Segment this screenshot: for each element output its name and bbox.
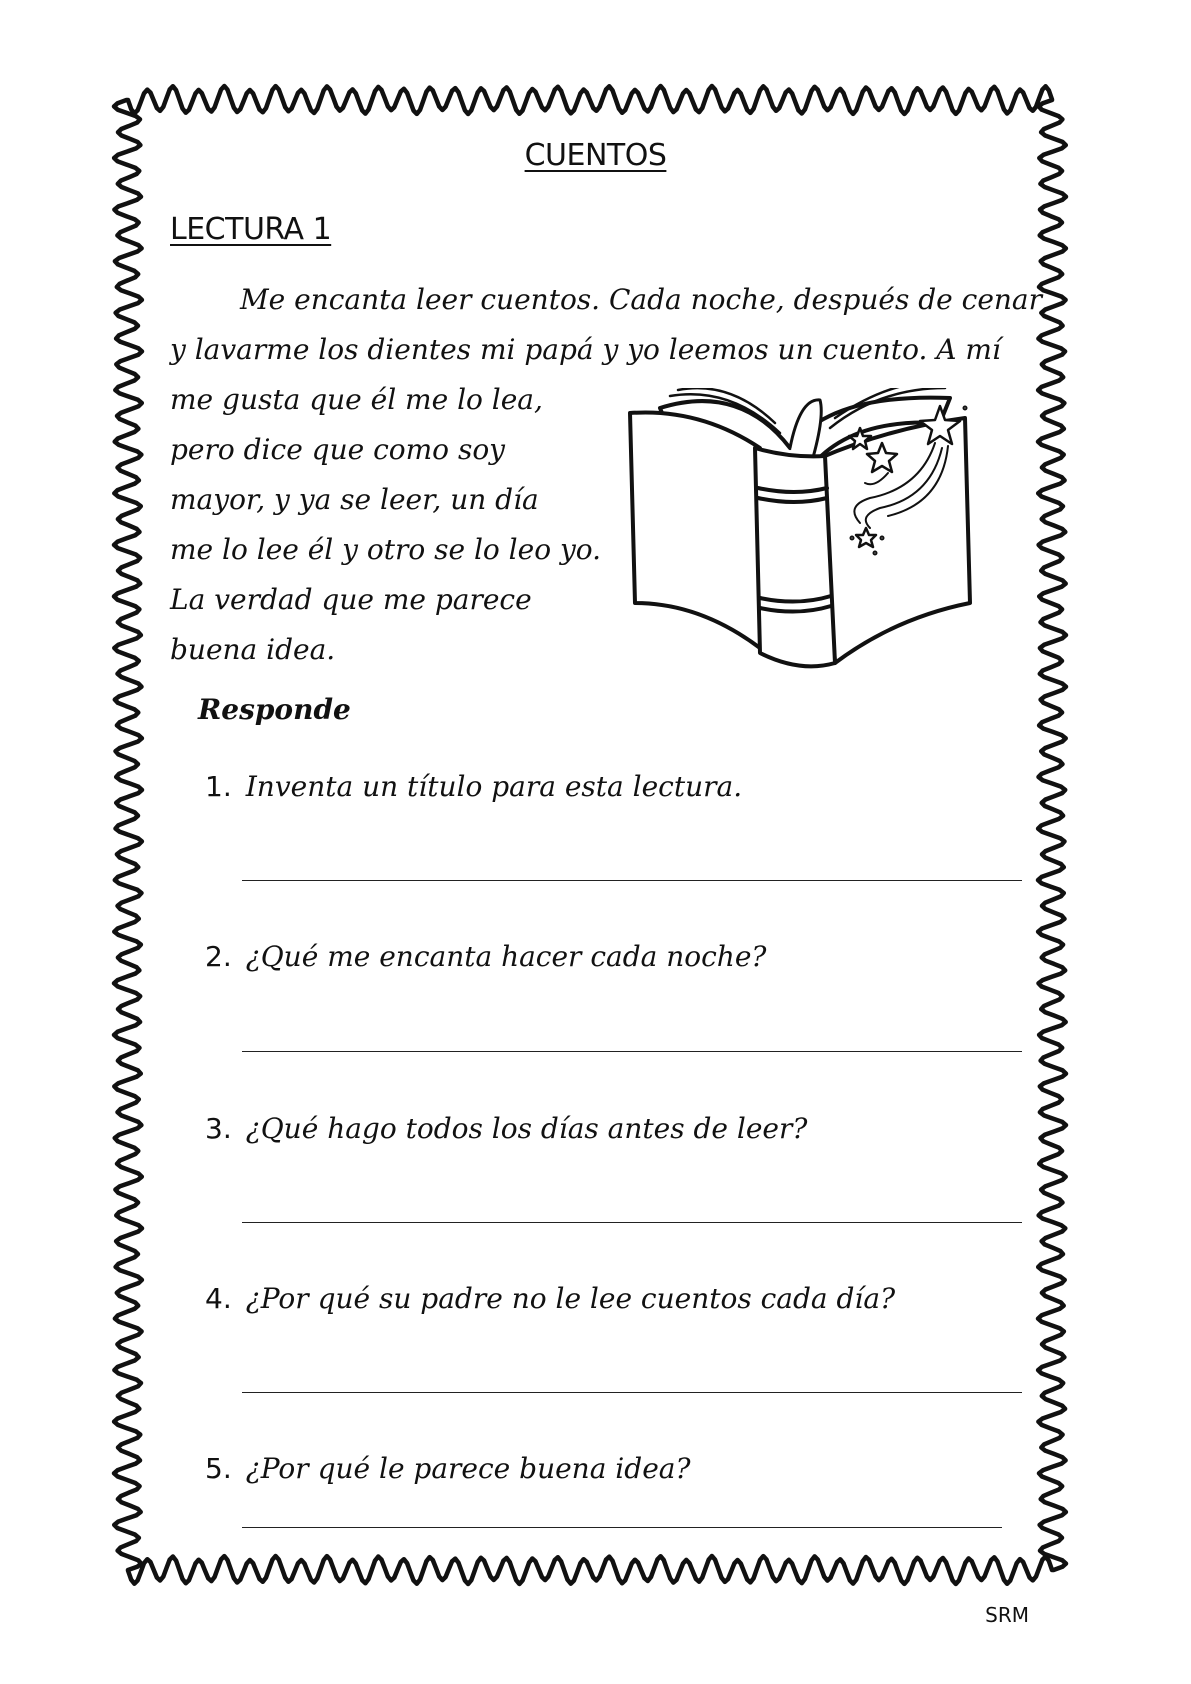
- question-text: ¿Por qué su padre no le lee cuentos cada día?: [245, 1282, 896, 1315]
- question-number: 1.: [205, 770, 232, 803]
- answer-line-3[interactable]: [242, 1222, 1022, 1223]
- reading-line: buena idea.: [170, 633, 336, 666]
- question-text: ¿Qué me encanta hacer cada noche?: [245, 940, 767, 973]
- question-number: 5.: [205, 1452, 232, 1485]
- question-text: ¿Por qué le parece buena idea?: [245, 1452, 691, 1485]
- question-4: [205, 1282, 895, 1315]
- reading-line: La verdad que me parece: [170, 583, 532, 616]
- question-2: [205, 940, 766, 973]
- reading-line: mayor, y ya se leer, un día: [170, 483, 539, 516]
- footer-initials: SRM: [985, 1603, 1029, 1627]
- reading-subtitle: LECTURA 1: [170, 212, 332, 247]
- question-1: [205, 770, 742, 803]
- reading-line: me lo lee él y otro se lo leo yo.: [170, 533, 602, 566]
- reading-line: Me encanta leer cuentos. Cada noche, después de cenar: [240, 283, 1043, 316]
- reading-line: y lavarme los dientes mi papá y yo leemos un cuento. A mí: [170, 333, 1001, 366]
- question-text: Inventa un título para esta lectura.: [245, 770, 743, 803]
- question-5: [205, 1452, 690, 1485]
- open-book-with-stars-icon: [620, 388, 1000, 678]
- question-number: 2.: [205, 940, 232, 973]
- section-heading: Responde: [198, 693, 351, 726]
- question-text: ¿Qué hago todos los días antes de leer?: [245, 1112, 808, 1145]
- reading-line: me gusta que él me lo lea,: [170, 383, 543, 416]
- answer-line-2[interactable]: [242, 1051, 1022, 1052]
- question-number: 4.: [205, 1282, 232, 1315]
- answer-line-4[interactable]: [242, 1392, 1022, 1393]
- page-title: CUENTOS: [524, 138, 667, 173]
- question-3: [205, 1112, 807, 1145]
- question-number: 3.: [205, 1112, 232, 1145]
- reading-line: pero dice que como soy: [170, 433, 505, 466]
- answer-line-1[interactable]: [242, 880, 1022, 881]
- answer-line-5[interactable]: [242, 1527, 1002, 1528]
